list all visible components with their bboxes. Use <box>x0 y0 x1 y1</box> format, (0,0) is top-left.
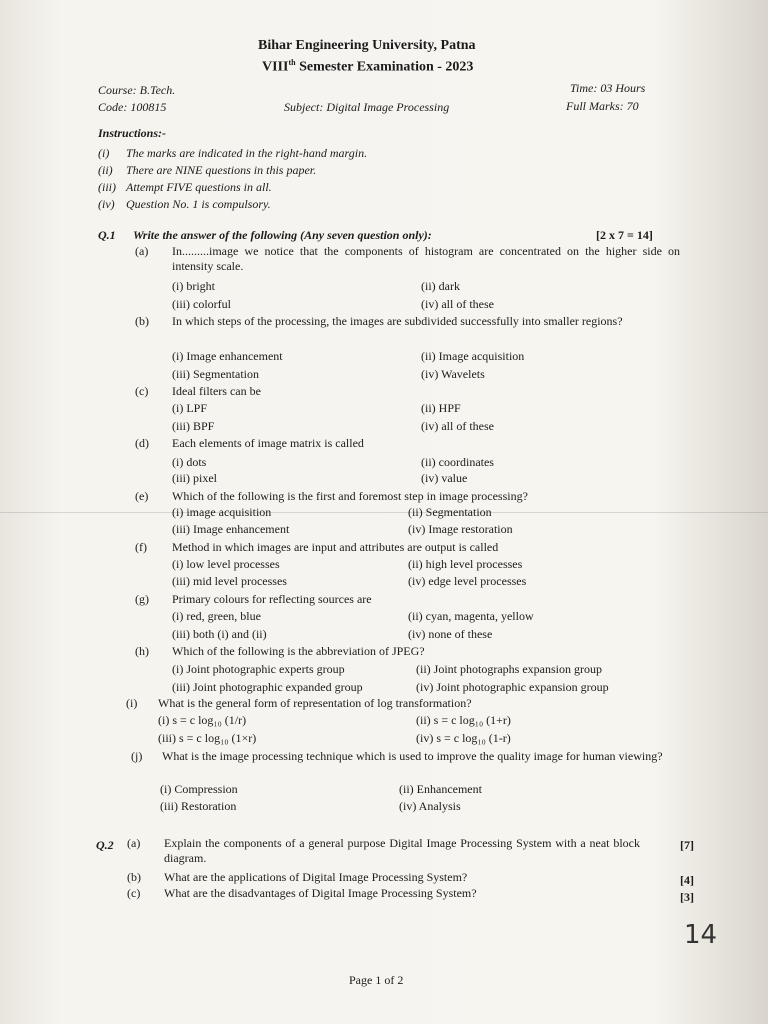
course-label: Course: B.Tech. <box>98 83 176 97</box>
question-label: (i) <box>126 696 138 710</box>
answer-option: (iii) mid level processes <box>172 574 287 588</box>
question-label: (f) <box>135 540 147 554</box>
question-label: (c) <box>135 384 149 398</box>
answer-option: (i) image acquisition <box>172 505 272 519</box>
answer-option: (iv) Image restoration <box>408 522 513 536</box>
answer-option: (ii) Joint photographs expansion group <box>416 662 602 676</box>
instruction-number: (iii) <box>98 180 116 194</box>
answer-option: (iii) BPF <box>172 419 215 433</box>
question-stem: In.........image we notice that the components of histogram are concentrated on the higher side on intensity scale. <box>172 244 680 273</box>
question-label: (c) <box>127 886 141 900</box>
handwritten-score: 14 <box>684 920 718 950</box>
answer-option: (iv) edge level processes <box>408 574 527 588</box>
question-stem: Ideal filters can be <box>172 384 261 398</box>
instruction-text: There are NINE questions in this paper. <box>126 163 317 177</box>
time-label: Time: 03 Hours <box>570 81 646 95</box>
answer-option: (ii) cyan, magenta, yellow <box>408 609 534 623</box>
question-label: (j) <box>131 749 143 763</box>
answer-option: (i) Image enhancement <box>172 349 283 363</box>
question-marks: [4] <box>680 873 694 887</box>
marks-label: Full Marks: 70 <box>566 99 639 113</box>
question-stem: Which of the following is the first and foremost step in image processing? <box>172 489 528 503</box>
answer-option: (iv) all of these <box>421 419 494 433</box>
subject-label: Subject: Digital Image Processing <box>284 100 450 114</box>
answer-option: (i) LPF <box>172 401 208 415</box>
answer-option: (ii) high level processes <box>408 557 523 571</box>
answer-option: (ii) dark <box>421 279 460 293</box>
answer-option: (iii) Joint photographic expanded group <box>172 680 363 694</box>
question-label: (e) <box>135 489 149 503</box>
answer-option: (iii) both (i) and (ii) <box>172 627 267 641</box>
instruction-text: Attempt FIVE questions in all. <box>126 180 272 194</box>
answer-option: (i) Joint photographic experts group <box>172 662 345 676</box>
answer-option: (iv) all of these <box>421 297 494 311</box>
question-stem: Which of the following is the abbreviation of JPEG? <box>172 644 425 658</box>
answer-option: (i) bright <box>172 279 215 293</box>
question-label: (d) <box>135 436 149 450</box>
question-label: (h) <box>135 644 149 658</box>
answer-option: (iii) Image enhancement <box>172 522 290 536</box>
question-stem: Primary colours for reflecting sources are <box>172 592 372 606</box>
answer-option: (iii) colorful <box>172 297 231 311</box>
question-stem: What is the image processing technique which is used to improve the quality image for human viewing? <box>162 749 663 763</box>
question-stem: Each elements of image matrix is called <box>172 436 364 450</box>
answer-option: (i) dots <box>172 455 207 469</box>
answer-option: (iii) Segmentation <box>172 367 259 381</box>
question-text: Explain the components of a general purpose Digital Image Processing System with a neat block diagram. <box>164 836 640 865</box>
question-label: (a) <box>135 244 149 258</box>
question-marks: [3] <box>680 890 694 904</box>
answer-option: (iii) s = c log₁₀ (1×r) <box>158 731 257 745</box>
question-stem: What is the general form of representation of log transformation? <box>158 696 472 710</box>
q1-prompt: Write the answer of the following (Any seven question only): <box>133 228 432 242</box>
fold-crease <box>0 512 768 513</box>
code-label: Code: 100815 <box>98 100 167 114</box>
question-text: What are the applications of Digital Image Processing System? <box>164 870 468 884</box>
question-stem: In which steps of the processing, the images are subdivided successfully into smaller regions? <box>172 314 623 328</box>
answer-option: (iv) Analysis <box>399 799 461 813</box>
instructions-title: Instructions:- <box>98 126 167 140</box>
q2-number: Q.2 <box>96 838 114 852</box>
answer-option: (i) red, green, blue <box>172 609 261 623</box>
instruction-number: (i) <box>98 146 110 160</box>
answer-option: (ii) Image acquisition <box>421 349 525 363</box>
answer-option: (ii) coordinates <box>421 455 494 469</box>
question-label: (g) <box>135 592 149 606</box>
answer-option: (iv) Wavelets <box>421 367 485 381</box>
university-name: Bihar Engineering University, Patna <box>258 38 476 53</box>
q1-number: Q.1 <box>98 228 116 242</box>
answer-option: (iii) pixel <box>172 471 217 485</box>
answer-option: (iv) none of these <box>408 627 493 641</box>
answer-option: (iv) s = c log₁₀ (1-r) <box>416 731 511 745</box>
answer-option: (ii) HPF <box>421 401 461 415</box>
answer-option: (iv) Joint photographic expansion group <box>416 680 609 694</box>
answer-option: (ii) s = c log₁₀ (1+r) <box>416 713 511 727</box>
question-label: (a) <box>127 836 141 850</box>
answer-option: (i) low level processes <box>172 557 280 571</box>
exam-title: VIIIth Semester Examination - 2023 <box>262 58 474 75</box>
question-label: (b) <box>135 314 149 328</box>
answer-option: (ii) Segmentation <box>408 505 492 519</box>
q1-marks: [2 x 7 = 14] <box>596 228 653 242</box>
answer-option: (iv) value <box>421 471 468 485</box>
answer-option: (iii) Restoration <box>160 799 237 813</box>
instruction-text: The marks are indicated in the right-hand margin. <box>126 146 368 160</box>
page-number: Page 1 of 2 <box>349 973 404 987</box>
question-label: (b) <box>127 870 141 884</box>
answer-option: (i) s = c log₁₀ (1/r) <box>158 713 247 727</box>
question-marks: [7] <box>680 838 694 852</box>
answer-option: (ii) Enhancement <box>399 782 482 796</box>
question-stem: Method in which images are input and attributes are output is called <box>172 540 499 554</box>
answer-option: (i) Compression <box>160 782 238 796</box>
instruction-number: (ii) <box>98 163 113 177</box>
question-text: What are the disadvantages of Digital Image Processing System? <box>164 886 477 900</box>
instruction-text: Question No. 1 is compulsory. <box>126 197 271 211</box>
instruction-number: (iv) <box>98 197 115 211</box>
